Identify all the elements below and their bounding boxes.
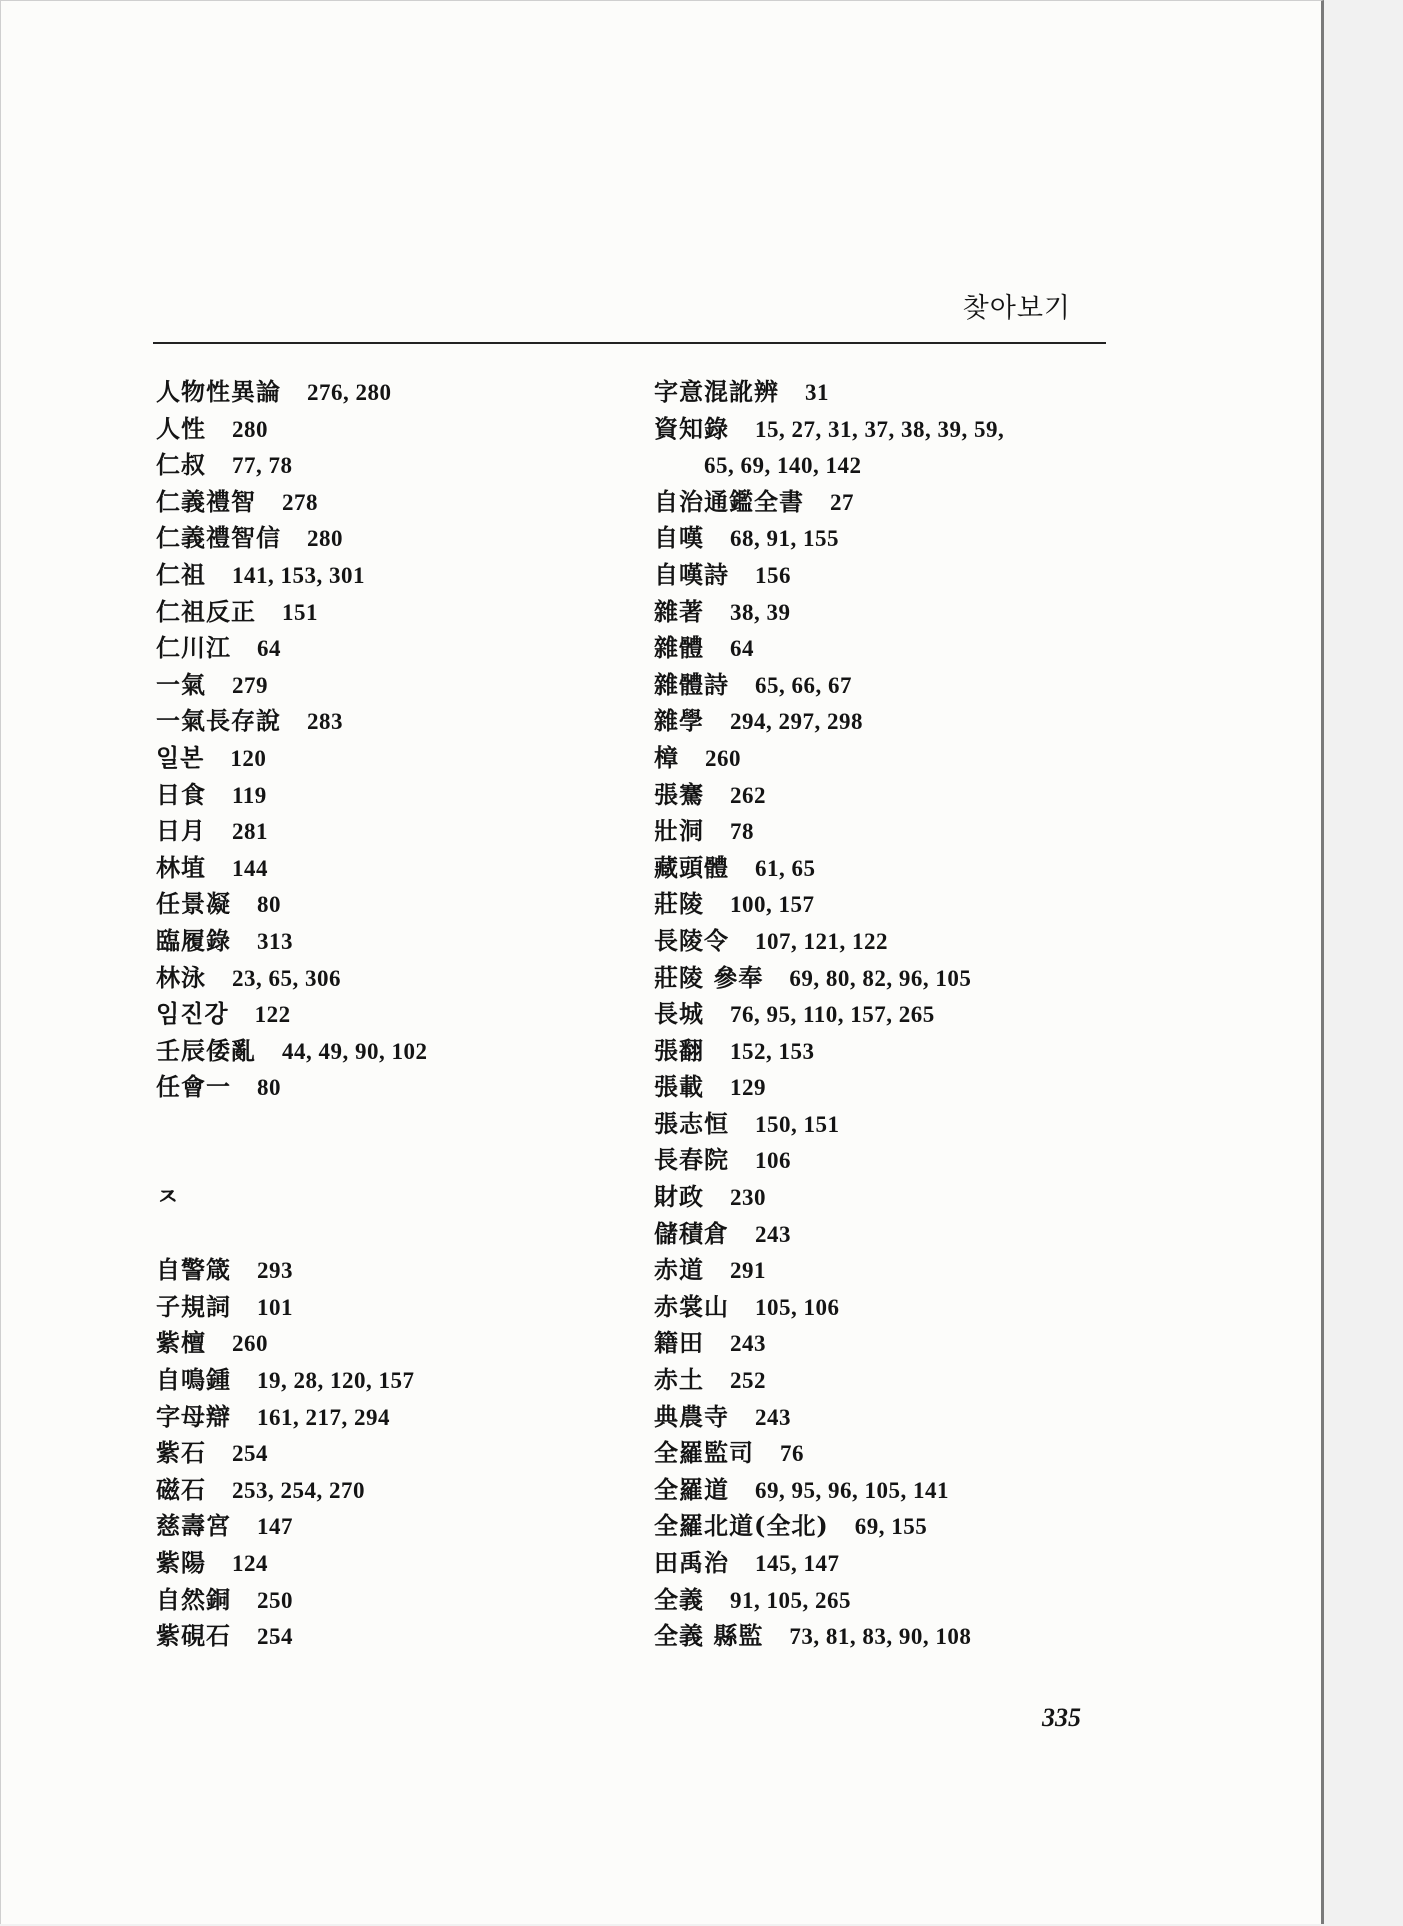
index-term: 資知錄: [654, 413, 729, 443]
index-entry: [156, 813, 626, 850]
index-term: 仁祖: [156, 559, 206, 589]
index-pages: 64: [257, 636, 281, 662]
index-entry: [654, 1545, 1124, 1582]
index-term: 張騫: [654, 779, 704, 809]
index-pages: 278: [282, 489, 318, 515]
index-term: 임진강: [156, 999, 229, 1029]
index-entry: [654, 1216, 1124, 1253]
index-entry: [654, 1033, 1124, 1070]
index-term: 自然銅: [156, 1584, 231, 1614]
index-term: 田禹治: [654, 1548, 729, 1577]
index-entry: [654, 777, 1124, 814]
index-term: 子規詞: [156, 1291, 231, 1321]
index-pages: 15, 27, 31, 37, 38, 39, 59,: [755, 416, 1005, 442]
index-entry: [156, 484, 626, 521]
index-entry: [156, 594, 626, 631]
index-pages: 243: [755, 1404, 791, 1430]
index-entry: [654, 850, 1124, 887]
index-pages: 107, 121, 122: [755, 928, 888, 954]
index-entry: [156, 447, 626, 484]
index-pages: 73, 81, 83, 90, 108: [789, 1624, 972, 1650]
index-entry: [654, 960, 1124, 997]
index-pages: 150, 151: [755, 1111, 840, 1137]
index-pages: 145, 147: [755, 1551, 840, 1576]
index-entry: [156, 740, 626, 777]
index-pages: 27: [830, 489, 854, 515]
index-entry: [156, 1435, 626, 1472]
index-entry: [156, 557, 626, 594]
index-entry: [156, 374, 626, 411]
index-pages: 141, 153, 301: [232, 562, 365, 588]
index-term: 樟: [654, 742, 679, 772]
index-term: 壬辰倭亂: [156, 1035, 256, 1065]
index-pages: 122: [254, 1002, 291, 1028]
index-entry: [654, 923, 1124, 960]
index-term: 臨履錄: [156, 925, 231, 955]
index-entry: [654, 740, 1124, 777]
index-term: 莊陵 參奉: [654, 962, 764, 992]
index-entry: [156, 1069, 626, 1106]
index-entry: [654, 813, 1124, 850]
index-pages: 77, 78: [232, 453, 293, 479]
index-term: 紫石: [156, 1438, 206, 1468]
index-term: 一氣長存說: [156, 706, 281, 736]
index-term: 仁義禮智: [156, 486, 256, 516]
index-pages: 105, 106: [755, 1294, 840, 1320]
index-term: 林泳: [156, 962, 206, 992]
index-entry: [654, 374, 1124, 411]
index-term: 典農寺: [654, 1401, 729, 1431]
index-term: 人性: [156, 413, 206, 443]
index-pages: 69, 155: [854, 1514, 928, 1540]
index-entry: [156, 1289, 626, 1326]
index-pages: 260: [705, 745, 741, 771]
index-entry: [156, 923, 626, 960]
index-pages: 91, 105, 265: [730, 1587, 851, 1613]
index-term: 長陵令: [654, 925, 729, 955]
index-column-left: [156, 374, 626, 1655]
index-entry: [654, 484, 1124, 521]
index-pages: 313: [257, 928, 293, 954]
index-entry: [156, 850, 626, 887]
index-pages: 243: [730, 1331, 766, 1357]
index-term: 自警箴: [156, 1255, 231, 1285]
index-entry: [654, 1142, 1124, 1179]
index-term: 全義: [654, 1584, 704, 1614]
index-pages: 19, 28, 120, 157: [257, 1368, 415, 1394]
index-term: 雜體: [654, 633, 704, 663]
index-term: 慈壽宮: [156, 1511, 231, 1541]
index-entry: [654, 1435, 1124, 1472]
index-entry: [156, 886, 626, 923]
index-pages: 68, 91, 155: [730, 526, 839, 552]
index-pages: 44, 49, 90, 102: [282, 1038, 428, 1064]
index-pages: 253, 254, 270: [232, 1477, 365, 1503]
index-term: 紫硯石: [156, 1621, 231, 1651]
index-entry: [654, 886, 1124, 923]
index-pages: 230: [730, 1185, 766, 1211]
index-entry: [156, 1618, 626, 1655]
index-pages: 254: [232, 1441, 268, 1467]
index-term: 莊陵: [654, 889, 704, 919]
index-term: 壯洞: [654, 816, 704, 846]
index-term: 仁祖反正: [156, 596, 256, 626]
index-entry: [654, 520, 1124, 557]
index-pages: 147: [257, 1514, 293, 1540]
index-pages: 80: [257, 1075, 281, 1101]
spacer: [156, 1106, 626, 1143]
index-pages: 276, 280: [307, 380, 392, 405]
index-entry: [654, 1362, 1124, 1399]
index-term: 自治通鑑全書: [654, 486, 804, 516]
index-pages: 69, 95, 96, 105, 141: [755, 1477, 949, 1503]
index-term: 仁叔: [156, 450, 206, 480]
index-pages: 260: [232, 1331, 268, 1357]
index-pages: 65, 66, 67: [755, 672, 852, 698]
index-pages: 76: [780, 1441, 804, 1467]
index-entry: [156, 1508, 626, 1545]
index-term: 紫檀: [156, 1328, 206, 1358]
index-term: 任景凝: [156, 889, 231, 919]
index-entry: [654, 630, 1124, 667]
index-term: 任會一: [156, 1072, 231, 1102]
index-term: 張翻: [654, 1035, 704, 1065]
index-pages: 151: [282, 599, 318, 625]
index-entry: [654, 1508, 1124, 1545]
index-entry: [654, 1325, 1124, 1362]
index-pages: 283: [307, 709, 343, 735]
index-entry: [156, 1399, 626, 1436]
index-term: 磁石: [156, 1474, 206, 1504]
index-term: 自嘆: [654, 523, 704, 553]
index-term: 紫陽: [156, 1548, 206, 1577]
index-entry: [156, 1252, 626, 1289]
index-pages: 69, 80, 82, 96, 105: [789, 965, 972, 991]
index-entry: [156, 1325, 626, 1362]
index-entry: [654, 1069, 1124, 1106]
index-term: 林埴: [156, 852, 206, 882]
index-entry: [654, 594, 1124, 631]
index-entry: [654, 667, 1124, 704]
index-entry: [156, 1362, 626, 1399]
index-term: 仁川江: [156, 633, 231, 663]
index-entry: [654, 1106, 1124, 1143]
index-entry: [654, 557, 1124, 594]
index-entry: [654, 1399, 1124, 1436]
index-pages: 293: [257, 1258, 293, 1284]
index-pages: 61, 65: [755, 855, 816, 881]
index-entry: [654, 1179, 1124, 1216]
index-entry: [156, 1582, 626, 1619]
index-entry: [156, 630, 626, 667]
index-pages: 250: [257, 1587, 293, 1613]
index-pages: 252: [730, 1368, 766, 1394]
index-pages: 78: [730, 819, 754, 845]
index-pages: 294, 297, 298: [730, 709, 863, 735]
index-entry: [156, 667, 626, 704]
index-term: 全羅道: [654, 1474, 729, 1504]
index-term: 字母辯: [156, 1401, 231, 1431]
index-term: 日食: [156, 779, 206, 809]
index-pages: 280: [307, 526, 343, 552]
index-entry: [156, 520, 626, 557]
index-term: 長城: [654, 999, 704, 1029]
index-pages: 254: [257, 1624, 293, 1650]
index-term: 籍田: [654, 1328, 704, 1358]
index-term: 雜體詩: [654, 669, 729, 699]
spacer: [156, 1142, 626, 1179]
index-entry: [156, 960, 626, 997]
index-term: 藏頭體: [654, 852, 729, 882]
index-entry: [654, 1289, 1124, 1326]
index-column-right: [654, 374, 1124, 1655]
index-pages: 31: [805, 380, 829, 405]
index-term: 赤土: [654, 1365, 704, 1395]
index-term: 일본: [156, 742, 205, 772]
index-term: 財政: [654, 1182, 704, 1212]
index-pages: 100, 157: [730, 892, 815, 918]
index-entry: [654, 1252, 1124, 1289]
index-term: 雜學: [654, 706, 704, 736]
section-heading: ㅈ: [156, 1183, 180, 1212]
index-term: 人物性異論: [156, 377, 281, 406]
index-pages: 64: [730, 636, 754, 662]
index-term: 仁義禮智信: [156, 523, 281, 553]
index-entry: [654, 1618, 1124, 1655]
index-term: 自鳴鍾: [156, 1365, 231, 1395]
index-entry: [654, 996, 1124, 1033]
index-term: 儲積倉: [654, 1218, 729, 1248]
index-pages: 262: [730, 782, 766, 808]
index-entry: [156, 1033, 626, 1070]
index-pages: 291: [730, 1258, 766, 1284]
index-entry: [156, 996, 626, 1033]
index-term: 張志恒: [654, 1108, 729, 1138]
index-term: 日月: [156, 816, 206, 846]
page-number: 335: [1042, 1703, 1081, 1732]
index-term: 一氣: [156, 669, 206, 699]
index-entry: [156, 411, 626, 448]
index-entry: [654, 411, 1124, 448]
index-pages: 161, 217, 294: [257, 1404, 390, 1430]
index-pages: 243: [755, 1221, 791, 1247]
index-term: 字意混訛辨: [654, 377, 779, 406]
index-term: 雜著: [654, 596, 704, 626]
index-pages: 119: [232, 782, 267, 808]
index-pages: 76, 95, 110, 157, 265: [730, 1002, 935, 1028]
spacer: [156, 1216, 626, 1253]
index-pages: 38, 39: [730, 599, 791, 625]
index-entry: [156, 777, 626, 814]
running-header: 찾아보기: [962, 293, 1071, 324]
index-entry: [654, 447, 1124, 484]
index-term: 長春院: [654, 1145, 729, 1175]
index-pages: 156: [755, 562, 791, 588]
index-term: 全羅監司: [654, 1438, 754, 1468]
index-entry: [156, 1472, 626, 1509]
index-entry: [654, 1472, 1124, 1509]
index-pages: 152, 153: [730, 1038, 815, 1064]
index-term: 自嘆詩: [654, 559, 729, 589]
index-pages: 120: [230, 745, 267, 771]
index-pages: 144: [232, 855, 268, 881]
index-pages: 129: [730, 1075, 766, 1101]
index-pages: 106: [755, 1148, 791, 1174]
index-term: 赤道: [654, 1255, 704, 1285]
index-term: 張載: [654, 1072, 704, 1102]
index-entry: [156, 1545, 626, 1582]
header-rule: [153, 342, 1106, 344]
index-entry: [654, 703, 1124, 740]
index-pages: 124: [232, 1551, 268, 1576]
index-term: 全義 縣監: [654, 1621, 764, 1651]
index-pages: 65, 69, 140, 142: [704, 453, 862, 479]
index-pages: 280: [232, 416, 268, 442]
index-pages: 279: [232, 672, 268, 698]
index-pages: 80: [257, 892, 281, 918]
index-pages: 101: [257, 1294, 293, 1320]
index-term: 全羅北道(全北): [654, 1511, 829, 1541]
index-pages: 23, 65, 306: [232, 965, 341, 991]
index-pages: 281: [232, 819, 268, 845]
index-entry: [654, 1582, 1124, 1619]
index-term: 赤裳山: [654, 1291, 729, 1321]
index-entry: [156, 703, 626, 740]
